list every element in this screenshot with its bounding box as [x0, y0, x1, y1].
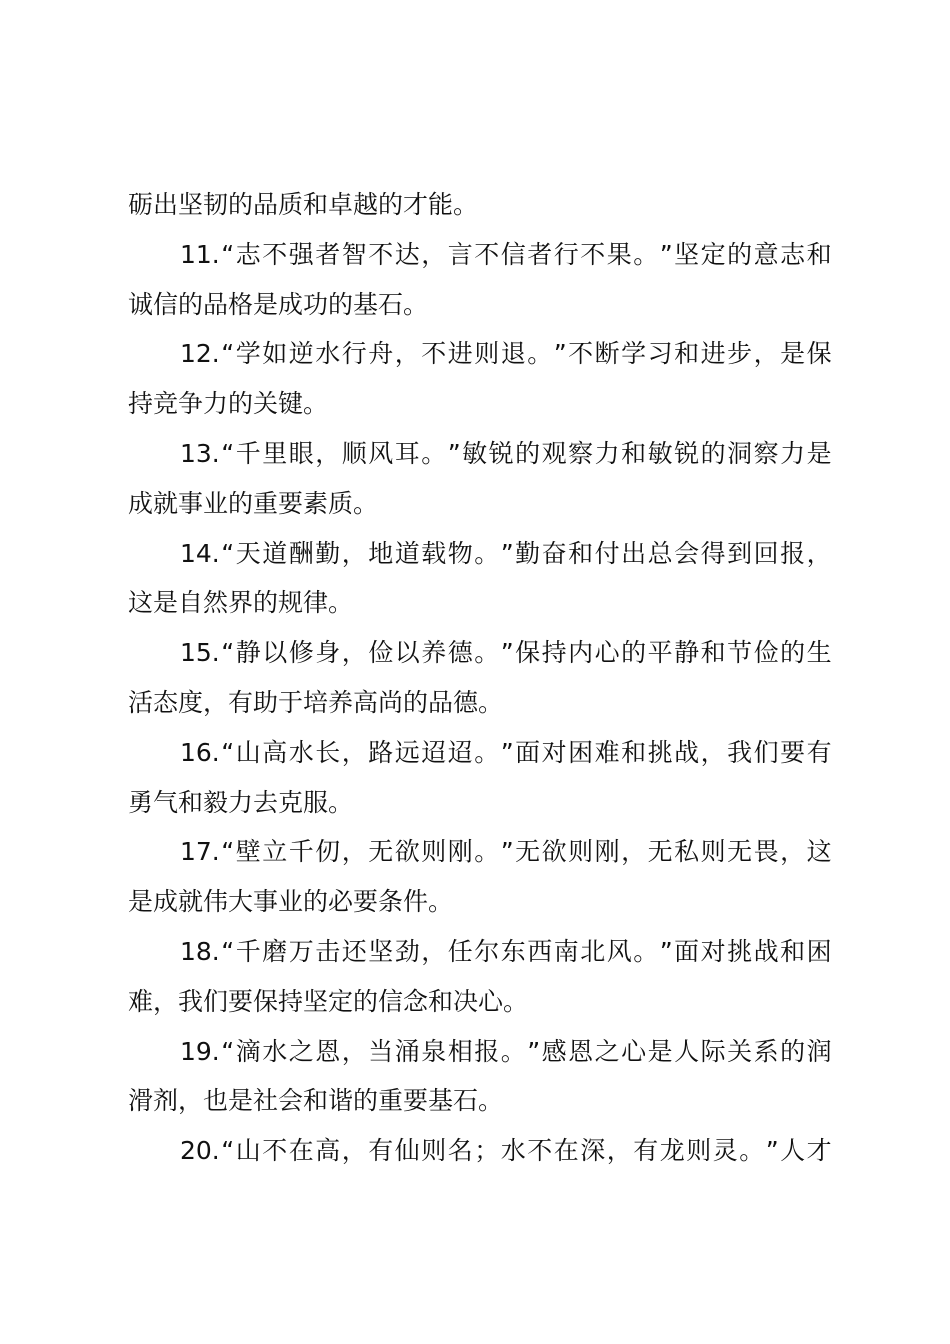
paragraph-first-line: 15. “ 静 以 修 身 ， 俭 以 养 德 。 ” 保 持 内 心 的 平 静 和 节 俭 的 生 [180, 638, 832, 668]
paragraph-first-line: 13. “ 千 里 眼 ， 顺 风 耳 。 ” 敏 锐 的 观 察 力 和 敏 锐 的 洞 察 力 是 [180, 439, 832, 468]
paragraph-first-line: 14. “ 天 道 酬 勤 ， 地 道 载 物 。 ” 勤 奋 和 付 出 总 会 得 到 回 报 ， [180, 538, 832, 568]
paragraph-first-line: 12. “ 学 如 逆 水 行 舟 ， 不 进 则 退 。 ” 不 断 学 习 和 进 步 ， 是 保 [180, 339, 832, 369]
paragraph-continuation-line: 成就事业的重要素质。 [128, 488, 379, 518]
paragraph-continuation-line: 砺出坚韧的品质和卓越的才能。 [128, 190, 479, 219]
paragraph-continuation-line: 是成就伟大事业的必要条件。 [128, 887, 454, 917]
paragraph-continuation-line: 活态度，有助于培养高尚的品德。 [128, 688, 504, 717]
paragraph-continuation-line: 持竞争力的关键。 [128, 389, 329, 419]
paragraph-first-line: 16. “ 山 高 水 长 ， 路 远 迢 迢 。 ” 面 对 困 难 和 挑 战 ， 我 们 要 有 [180, 737, 832, 767]
paragraph-first-line: 19. “ 滴 水 之 恩 ， 当 涌 泉 相 报 。 ” 感 恩 之 心 是 人 际 关 系 的 润 [180, 1036, 832, 1066]
paragraph-continuation-line: 诚信的品格是成功的基石。 [128, 289, 429, 319]
paragraph-continuation-line: 勇气和毅力去克服。 [128, 787, 354, 817]
paragraph-continuation-line: 这是自然界的规律。 [128, 588, 354, 618]
paragraph-first-line: 18. “ 千 磨 万 击 还 坚 劲 ， 任 尔 东 西 南 北 风 。 ” 面 对 挑 战 和 困 [180, 937, 832, 966]
paragraph-continuation-line: 难，我们要保持坚定的信念和决心。 [128, 986, 529, 1016]
paragraph-first-line: 11. “ 志 不 强 者 智 不 达 ， 言 不 信 者 行 不 果 。 ” 坚 定 的 意 志 和 [180, 239, 832, 269]
paragraph-first-line: 17. “ 壁 立 千 仞 ， 无 欲 则 刚 。 ” 无 欲 则 刚 ， 无 私 则 无 畏 ， 这 [180, 837, 832, 867]
paragraph-first-line: 20. “ 山 不 在 高 ， 有 仙 则 名 ； 水 不 在 深 ， 有 龙 则 灵 。 ” 人 才 [180, 1136, 832, 1166]
paragraph-continuation-line: 滑剂，也是社会和谐的重要基石。 [128, 1086, 504, 1116]
